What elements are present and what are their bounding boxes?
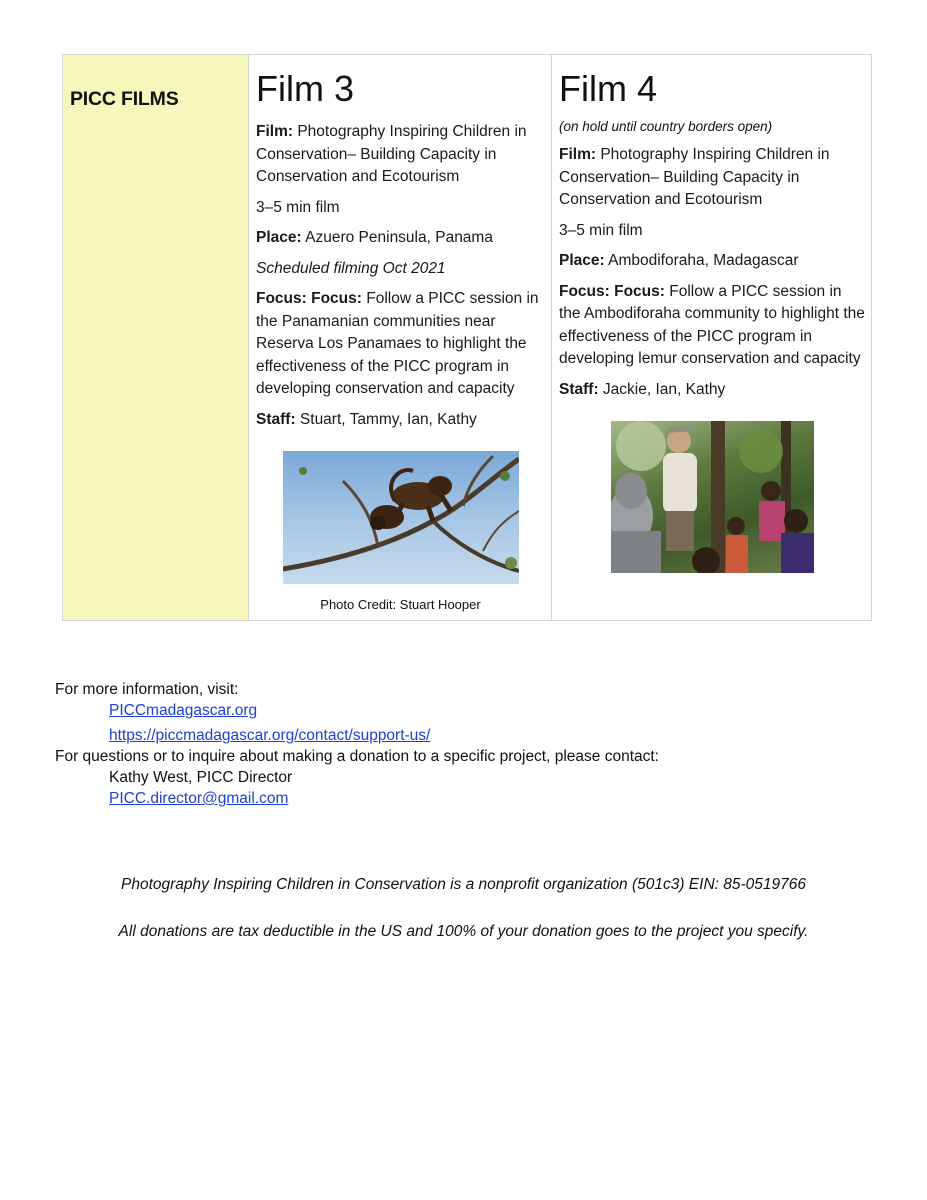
- films-row: [63, 55, 872, 621]
- contact-email-link[interactable]: PICC.director@gmail.com: [109, 790, 289, 807]
- howler-monkey-photo: [283, 451, 519, 584]
- film-3-title: Film 3: [256, 68, 354, 109]
- film-4-film: Film: Photography Inspiring Children in Conservation– Building Capacity in Conservation and Ecotourism: [559, 146, 830, 208]
- film-3-staff: Staff: Stuart, Tammy, Ian, Kathy: [256, 410, 477, 428]
- film-3-focus: Focus: Focus: Follow a PICC session in the Panamanian communities near Reserva Los Panamaes to highlight the effectiveness of the PICC program in developing conservation and capacity: [256, 290, 539, 397]
- people-forest-illustration: [611, 421, 814, 573]
- photo-caption: Photo Credit: Stuart Hooper: [320, 597, 481, 612]
- film-4-focus: Focus: Focus: Follow a PICC session in the Ambodiforaha community to highlight the effectiveness of the PICC program in developing lemur conservation and capacity: [559, 282, 865, 367]
- questions-line: For questions or to inquire about making a donation to a specific project, please contact:: [55, 748, 659, 765]
- film-3-schedule: Scheduled filming Oct 2021: [256, 259, 446, 277]
- film-4-title: Film 4: [559, 68, 657, 109]
- film-4-staff: Staff: Jackie, Ian, Kathy: [559, 380, 726, 398]
- film-3-cell: [249, 55, 552, 621]
- films-table: [62, 54, 872, 621]
- footer: [55, 679, 875, 809]
- piccmadagascar-link[interactable]: PICCmadagascar.org: [109, 702, 258, 719]
- support-us-link[interactable]: https://piccmadagascar.org/contact/support-us/: [109, 727, 431, 744]
- donation-statement: All donations are tax deductible in the US and 100% of your donation goes to the project you specify.: [118, 923, 809, 940]
- film-3-film: Film: Photography Inspiring Children in Conservation– Building Capacity in Conservation and Ecotourism: [256, 123, 527, 185]
- film-3-length: 3–5 min film: [256, 198, 340, 216]
- monkey-tree-illustration: [283, 451, 519, 584]
- section-label-cell: [63, 55, 249, 621]
- nonprofit-statement: Photography Inspiring Children in Conservation is a nonprofit organization (501c3) EIN: 85-0519766: [121, 876, 806, 893]
- info-line: For more information, visit:: [55, 681, 239, 698]
- madagascar-group-photo: [611, 421, 814, 573]
- contact-name: Kathy West, PICC Director: [109, 769, 293, 786]
- section-label: PICC FILMS: [70, 88, 179, 110]
- film-4-length: 3–5 min film: [559, 221, 643, 239]
- film-3-place: Place: Azuero Peninsula, Panama: [256, 229, 493, 246]
- film-4-cell: [552, 55, 872, 621]
- film-4-place: Place: Ambodiforaha, Madagascar: [559, 252, 799, 269]
- film-4-note: (on hold until country borders open): [559, 119, 773, 134]
